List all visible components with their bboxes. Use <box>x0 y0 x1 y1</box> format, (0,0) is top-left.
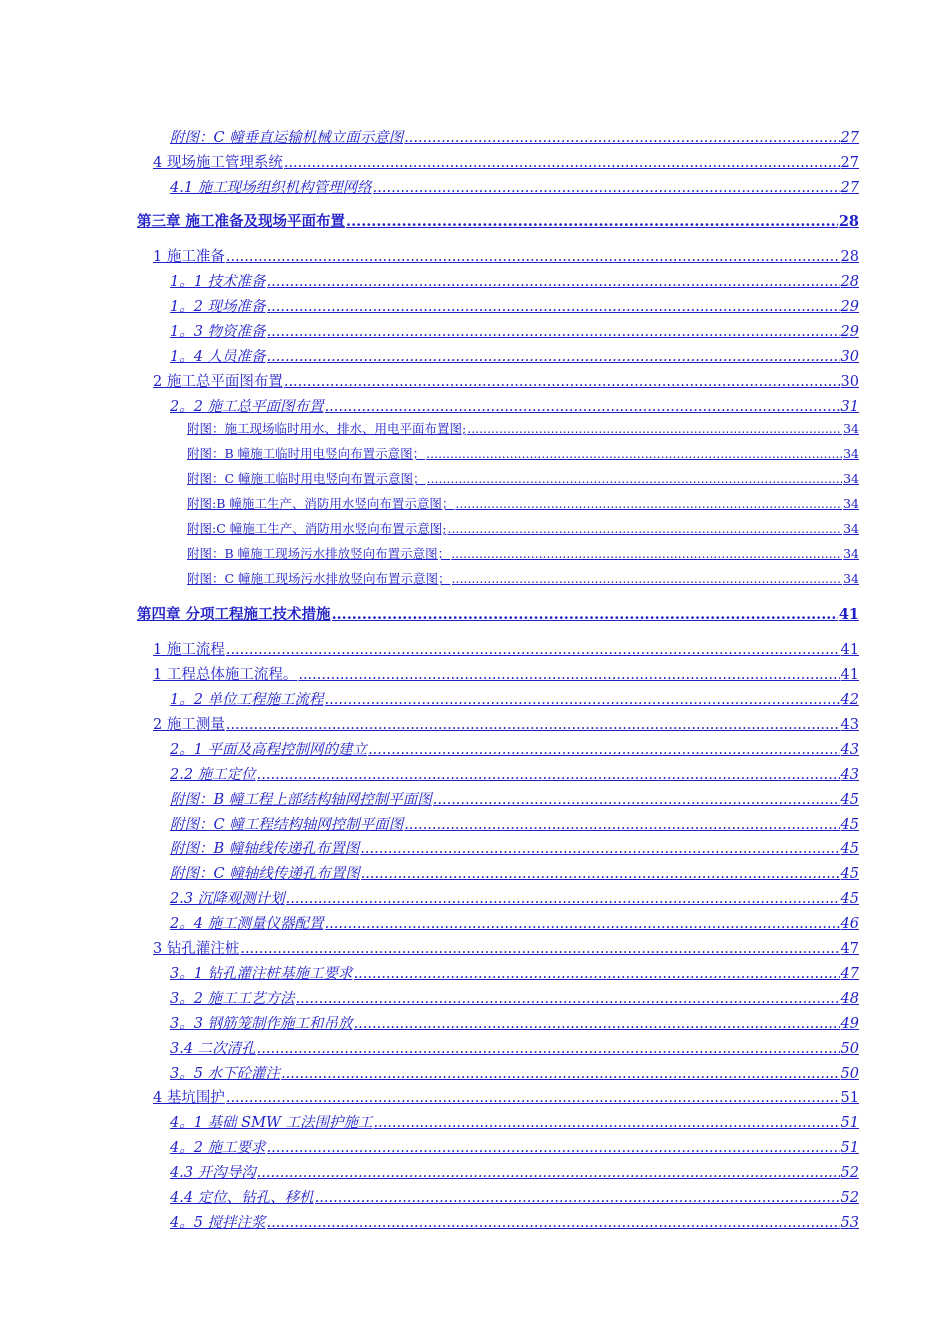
toc-page-number: 41 <box>838 606 859 623</box>
dot-leader <box>373 1115 839 1131</box>
toc-page-number: 48 <box>840 991 859 1007</box>
toc-figure-entry[interactable] <box>187 519 859 539</box>
toc-page-number: 30 <box>840 349 859 365</box>
toc-page-number: 43 <box>840 767 859 783</box>
toc-page-number: 27 <box>840 155 859 171</box>
toc-entry-title: 附图：C 幢工程结构轴网控制平面图 <box>170 817 404 833</box>
toc-entry-title: 1。1 技术准备 <box>170 274 266 290</box>
toc-page-number: 41 <box>840 667 859 683</box>
dot-leader <box>286 891 840 907</box>
dot-leader <box>296 991 840 1007</box>
dot-leader <box>267 324 840 340</box>
dot-leader <box>240 941 839 957</box>
dot-leader <box>404 817 839 833</box>
toc-section-entry[interactable] <box>153 937 859 957</box>
dot-leader <box>325 692 840 708</box>
toc-page-number: 46 <box>840 916 859 932</box>
toc-entry-title: 3.4 二次清孔 <box>170 1041 256 1057</box>
dot-leader <box>267 1140 840 1156</box>
dot-leader <box>226 717 840 733</box>
toc-entry-title: 2.3 沉降观测计划 <box>170 891 285 907</box>
dot-leader <box>332 606 838 623</box>
toc-subsection-entry[interactable] <box>170 1161 859 1181</box>
dot-leader <box>361 866 840 882</box>
toc-page-number: 53 <box>840 1215 859 1231</box>
toc-page-number: 34 <box>843 496 859 511</box>
toc-subsection-entry[interactable] <box>170 320 859 340</box>
toc-subsection-entry[interactable] <box>170 270 859 290</box>
dot-leader <box>226 642 840 658</box>
toc-page-number: 47 <box>840 941 859 957</box>
dot-leader <box>257 1165 840 1181</box>
toc-figure-entry[interactable] <box>187 544 859 564</box>
toc-entry-title: 1。4 人员准备 <box>170 349 266 365</box>
toc-entry-title: 4 基坑围护 <box>153 1090 225 1106</box>
toc-page-number: 45 <box>840 891 859 907</box>
dot-leader <box>284 374 840 390</box>
toc-subsection-entry[interactable] <box>170 788 859 808</box>
toc-page-number: 31 <box>840 399 859 415</box>
toc-section-entry[interactable] <box>153 713 859 733</box>
toc-entry-title: 2。1 平面及高程控制网的建立 <box>170 742 368 758</box>
dot-leader <box>298 667 839 683</box>
toc-page-number: 27 <box>840 180 859 196</box>
toc-figure-entry[interactable] <box>187 444 859 464</box>
dot-leader <box>284 155 840 171</box>
toc-entry-title: 附图：B 幢轴线传递孔布置图 <box>170 841 360 857</box>
toc-subsection-entry[interactable] <box>170 912 859 932</box>
toc-entry-title: 3。1 钻孔灌注桩基施工要求 <box>170 966 353 982</box>
toc-figure-entry[interactable] <box>187 569 859 589</box>
toc-figure-entry[interactable] <box>187 494 859 514</box>
toc-entry-title: 2.2 施工定位 <box>170 767 256 783</box>
toc-page-number: 34 <box>843 471 859 486</box>
toc-entry-title: 1。3 物资准备 <box>170 324 266 340</box>
toc-page-number: 47 <box>840 966 859 982</box>
toc-section-entry[interactable] <box>153 663 859 683</box>
toc-subsection-entry[interactable] <box>170 987 859 1007</box>
toc-entry-title: 1 施工流程 <box>153 642 225 658</box>
toc-subsection-entry[interactable] <box>170 1111 859 1131</box>
dot-leader <box>267 349 840 365</box>
toc-page-number: 28 <box>840 249 859 265</box>
toc-entry-title: 第四章 分项工程施工技术措施 <box>137 606 331 623</box>
toc-entry-title: 1。2 单位工程施工流程 <box>170 692 324 708</box>
toc-entry-title: 1。2 现场准备 <box>170 299 266 315</box>
toc-entry-title: 附图:C 幢施工生产、消防用水竖向布置示意图; <box>187 521 447 536</box>
toc-subsection-entry[interactable] <box>170 738 859 758</box>
toc-page-number: 45 <box>840 792 859 808</box>
dot-leader <box>325 916 840 932</box>
toc-entry-title: 3 钻孔灌注桩 <box>153 941 240 957</box>
toc-subsection-entry[interactable] <box>170 1012 859 1032</box>
toc-page-number: 52 <box>840 1165 859 1181</box>
toc-subsection-entry[interactable] <box>170 395 859 415</box>
dot-leader <box>452 571 843 586</box>
toc-page-number: 45 <box>840 817 859 833</box>
toc-entry-title: 2 施工总平面图布置 <box>153 374 283 390</box>
toc-page-number: 34 <box>843 571 859 586</box>
toc-subsection-entry[interactable] <box>170 1186 859 1206</box>
toc-entry-title: 4.3 开沟导沟 <box>170 1165 256 1181</box>
toc-section-entry[interactable] <box>153 151 859 171</box>
toc-page-number: 45 <box>840 866 859 882</box>
toc-subsection-entry[interactable] <box>170 837 859 857</box>
toc-entry-title: 1 工程总体施工流程。 <box>153 667 298 683</box>
dot-leader <box>354 1016 840 1032</box>
toc-section-entry[interactable] <box>153 1086 859 1106</box>
toc-subsection-entry[interactable] <box>170 862 859 882</box>
dot-leader <box>426 446 842 461</box>
dot-leader <box>267 274 840 290</box>
toc-entry-title: 附图：C 幢轴线传递孔布置图 <box>170 866 360 882</box>
dot-leader <box>354 966 840 982</box>
toc-page-number: 34 <box>843 446 859 461</box>
toc-section-entry[interactable] <box>153 638 859 658</box>
dot-leader <box>360 841 839 857</box>
dot-leader <box>267 1215 840 1231</box>
toc-page-number: 30 <box>840 374 859 390</box>
toc-subsection-entry[interactable] <box>170 688 859 708</box>
toc-entry-title: 附图：C 幢施工临时用电竖向布置示意图； <box>187 471 426 486</box>
toc-subsection-entry[interactable] <box>170 1037 859 1057</box>
toc-entry-title: 附图：C 幢施工现场污水排放竖向布置示意图； <box>187 571 451 586</box>
toc-entry-title: 2。2 施工总平面图布置 <box>170 399 324 415</box>
toc-page-number: 50 <box>840 1066 859 1082</box>
dot-leader <box>257 767 840 783</box>
toc-subsection-entry[interactable] <box>170 176 859 196</box>
toc-entry-title: 4 现场施工管理系统 <box>153 155 283 171</box>
toc-subsection-entry[interactable] <box>170 1062 859 1082</box>
toc-entry-title: 4。2 施工要求 <box>170 1140 266 1156</box>
toc-page-number: 42 <box>840 692 859 708</box>
dot-leader <box>226 249 840 265</box>
dot-leader <box>315 1190 840 1206</box>
toc-entry-title: 4。1 基础 SMW 工法围护施工 <box>170 1115 373 1131</box>
dot-leader <box>267 299 840 315</box>
toc-page-number: 51 <box>840 1140 859 1156</box>
dot-leader <box>404 130 839 146</box>
toc-subsection-entry[interactable] <box>170 295 859 315</box>
dot-leader <box>281 1066 839 1082</box>
toc-entry-title: 4。5 搅拌注浆 <box>170 1215 266 1231</box>
toc-entry-title: 3。2 施工工艺方法 <box>170 991 295 1007</box>
toc-page-number: 51 <box>840 1115 859 1131</box>
toc-section-entry[interactable] <box>153 370 859 390</box>
dot-leader <box>325 399 840 415</box>
toc-entry-title: 3。3 钢筋笼制作施工和吊放 <box>170 1016 353 1032</box>
toc-page-number: 49 <box>840 1016 859 1032</box>
toc-page-number: 29 <box>840 324 859 340</box>
toc-page-number: 41 <box>840 642 859 658</box>
dot-leader <box>447 521 842 536</box>
toc-subsection-entry[interactable] <box>170 1211 859 1231</box>
toc-subsection-entry[interactable] <box>170 1136 859 1156</box>
toc-chapter-entry[interactable] <box>137 210 859 230</box>
toc-entry-title: 2 施工测量 <box>153 717 225 733</box>
toc-subsection-entry[interactable] <box>170 962 859 982</box>
toc-entry-title: 2。4 施工测量仪器配置 <box>170 916 324 932</box>
toc-page-number: 51 <box>840 1090 859 1106</box>
toc-figure-entry[interactable] <box>187 419 859 439</box>
dot-leader <box>373 180 840 196</box>
toc-subsection-entry[interactable] <box>170 763 859 783</box>
dot-leader <box>433 792 840 808</box>
toc-page-number: 34 <box>843 521 859 536</box>
dot-leader <box>451 546 842 561</box>
dot-leader <box>346 213 838 230</box>
toc-page-number: 43 <box>840 742 859 758</box>
toc-page-number: 34 <box>843 421 859 436</box>
dot-leader <box>455 496 842 511</box>
toc-entry-title: 附图:B 幢施工生产、消防用水竖向布置示意图； <box>187 496 455 511</box>
toc-subsection-entry[interactable] <box>170 126 859 146</box>
toc-page-number: 45 <box>840 841 859 857</box>
toc-figure-entry[interactable] <box>187 469 859 489</box>
toc-entry-title: 3。5 水下砼灌注 <box>170 1066 281 1082</box>
toc-page-number: 34 <box>843 546 859 561</box>
toc-subsection-entry[interactable] <box>170 887 859 907</box>
dot-leader <box>427 471 843 486</box>
toc-subsection-entry[interactable] <box>170 813 859 833</box>
toc-page-number: 50 <box>840 1041 859 1057</box>
toc-entry-title: 附图：B 幢工程上部结构轴网控制平面图 <box>170 792 432 808</box>
dot-leader <box>257 1041 840 1057</box>
toc-entry-title: 附图：施工现场临时用水、排水、用电平面布置图; <box>187 421 467 436</box>
toc-entry-title: 4.1 施工现场组织机构管理网络 <box>170 180 372 196</box>
toc-entry-title: 4.4 定位、钻孔、移机 <box>170 1190 314 1206</box>
toc-entry-title: 附图：B 幢施工临时用电竖向布置示意图； <box>187 446 426 461</box>
toc-subsection-entry[interactable] <box>170 345 859 365</box>
toc-entry-title: 附图：B 幢施工现场污水排放竖向布置示意图； <box>187 546 451 561</box>
toc-page-number: 43 <box>840 717 859 733</box>
toc-entry-title: 1 施工准备 <box>153 249 225 265</box>
toc-page-number: 28 <box>838 213 859 230</box>
toc-page-number: 29 <box>840 299 859 315</box>
toc-section-entry[interactable] <box>153 245 859 265</box>
toc-page-number: 52 <box>840 1190 859 1206</box>
dot-leader <box>467 421 842 436</box>
toc-page-number: 28 <box>840 274 859 290</box>
dot-leader <box>226 1090 840 1106</box>
toc-page-number: 27 <box>840 130 859 146</box>
dot-leader <box>368 742 839 758</box>
toc-entry-title: 第三章 施工准备及现场平面布置 <box>137 213 346 230</box>
toc-entry-title: 附图：C 幢垂直运输机械立面示意图 <box>170 130 404 146</box>
toc-chapter-entry[interactable] <box>137 603 859 623</box>
